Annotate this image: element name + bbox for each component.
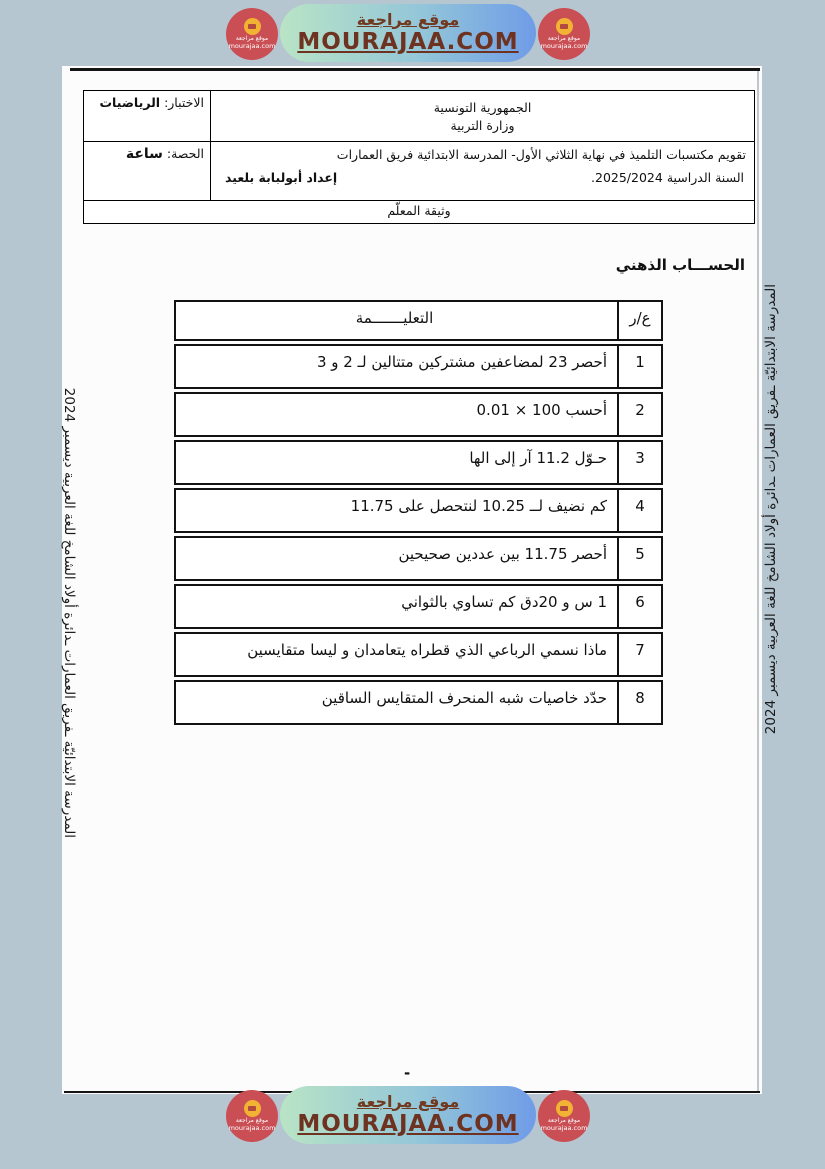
site-badge-icon: [226, 1090, 278, 1142]
header-row-doctype: [84, 201, 754, 223]
badge-site-name: موقع مراجعة: [547, 35, 581, 43]
exam-header-table: [83, 90, 755, 224]
ministry-line: وزارة التربية: [450, 117, 515, 133]
number-column-header: ع/ر: [617, 302, 661, 339]
evaluation-cell: [210, 142, 754, 200]
row-instruction: أحصر 11.75 بين عددين صحيحين: [398, 545, 607, 563]
evaluation-title: تقويم مكتسبات التلميذ في نهاية الثلاثي الأول- المدرسة الابتدائية فريق العمارات: [336, 147, 746, 162]
site-badge-icon: [538, 1090, 590, 1142]
page-edge-shadow: [757, 68, 759, 1091]
table-row: [174, 584, 663, 629]
table-row: [174, 344, 663, 389]
badge-site-name: موقع مراجعة: [547, 1117, 581, 1125]
session-cell: [84, 142, 210, 200]
header-row-authority: [84, 91, 754, 142]
site-domain-link[interactable]: MOURAJAA.COM: [297, 29, 519, 56]
section-title: الحســـاب الذهني: [615, 256, 745, 274]
site-banner-top: [226, 4, 590, 64]
exam-label: الاختبار:: [164, 95, 204, 110]
site-name-arabic[interactable]: موقع مراجعة: [356, 1091, 460, 1111]
republic-line: الجمهورية التونسية: [433, 99, 532, 115]
table-row: [174, 488, 663, 533]
badge-domain: mourajaa.com: [228, 42, 276, 51]
site-link-pill[interactable]: [280, 4, 536, 62]
row-instruction: أحسب 100 × 0.01: [476, 401, 607, 419]
row-number: 3: [617, 442, 661, 483]
row-number: 5: [617, 538, 661, 579]
school-year: السنة الدراسية 2025/2024.: [591, 170, 744, 185]
badge-domain: mourajaa.com: [228, 1124, 276, 1133]
row-instruction: حـوّل 11.2 آر إلى الها: [469, 449, 607, 467]
row-number: 8: [617, 682, 661, 723]
row-instruction: 1 س و 20دق كم تساوي بالثواني: [401, 593, 607, 611]
site-name-arabic[interactable]: موقع مراجعة: [356, 9, 460, 29]
row-instruction: ماذا نسمي الرباعي الذي قطراه يتعامدان و ليسا متقايسين: [247, 641, 607, 659]
badge-logo-icon: [244, 1100, 261, 1117]
row-instruction: حدّد خاصيات شبه المنحرف المتقايس الساقين: [321, 689, 607, 707]
table-row: [174, 536, 663, 581]
site-badge-icon: [538, 8, 590, 60]
exam-subject: الرياضيات: [99, 95, 161, 110]
mental-math-table: [174, 300, 663, 725]
badge-domain: mourajaa.com: [540, 42, 588, 51]
badge-logo-icon: [556, 1100, 573, 1117]
page-top-rule: [70, 68, 760, 71]
row-number: 2: [617, 394, 661, 435]
table-row: [174, 632, 663, 677]
site-badge-icon: [226, 8, 278, 60]
badge-site-name: موقع مراجعة: [235, 35, 269, 43]
sidebar-school-text-left: المدرسة الابتدائيّة ـفريق العمارات ـدائرة أولاد الشامخ للغة العربية ديسمبر 2024: [61, 387, 77, 838]
row-number: 1: [617, 346, 661, 387]
site-banner-bottom: [226, 1086, 590, 1146]
authority-cell: [210, 91, 754, 141]
badge-logo-icon: [556, 18, 573, 35]
page-footer-mark: -: [404, 1064, 411, 1082]
site-domain-link[interactable]: MOURAJAA.COM: [297, 1111, 519, 1138]
site-link-pill[interactable]: [280, 1086, 536, 1144]
instruction-column-header: التعليـــــــمة: [355, 309, 434, 327]
table-row: [174, 680, 663, 725]
row-number: 6: [617, 586, 661, 627]
book-icon: [560, 1106, 568, 1111]
table-row: [174, 440, 663, 485]
book-icon: [248, 1106, 256, 1111]
prepared-by: إعداد أبولبابة بلعيد: [225, 170, 338, 185]
session-value: ساعة: [125, 146, 163, 162]
table-row: [174, 392, 663, 437]
badge-site-name: موقع مراجعة: [235, 1117, 269, 1125]
badge-logo-icon: [244, 18, 261, 35]
session-label: الحصة:: [166, 146, 204, 161]
exam-subject-cell: [84, 91, 210, 141]
row-instruction: أحصر 23 لمضاعفين مشتركين متتالين لـ 2 و 3: [316, 353, 607, 371]
header-row-evaluation: [84, 142, 754, 201]
badge-domain: mourajaa.com: [540, 1124, 588, 1133]
row-number: 7: [617, 634, 661, 675]
sidebar-school-text-right: المدرسة الابتدائيّة ـفريق العمارات ـدائرة أولاد الشامخ للغة العربية ديسمبر 2024: [763, 284, 779, 735]
row-number: 4: [617, 490, 661, 531]
table-header-row: [174, 300, 663, 341]
book-icon: [248, 24, 256, 29]
row-instruction: كم نضيف لــ 10.25 لنتحصل على 11.75: [350, 497, 607, 515]
book-icon: [560, 24, 568, 29]
document-type: وثيقة المعلّم: [387, 203, 451, 218]
